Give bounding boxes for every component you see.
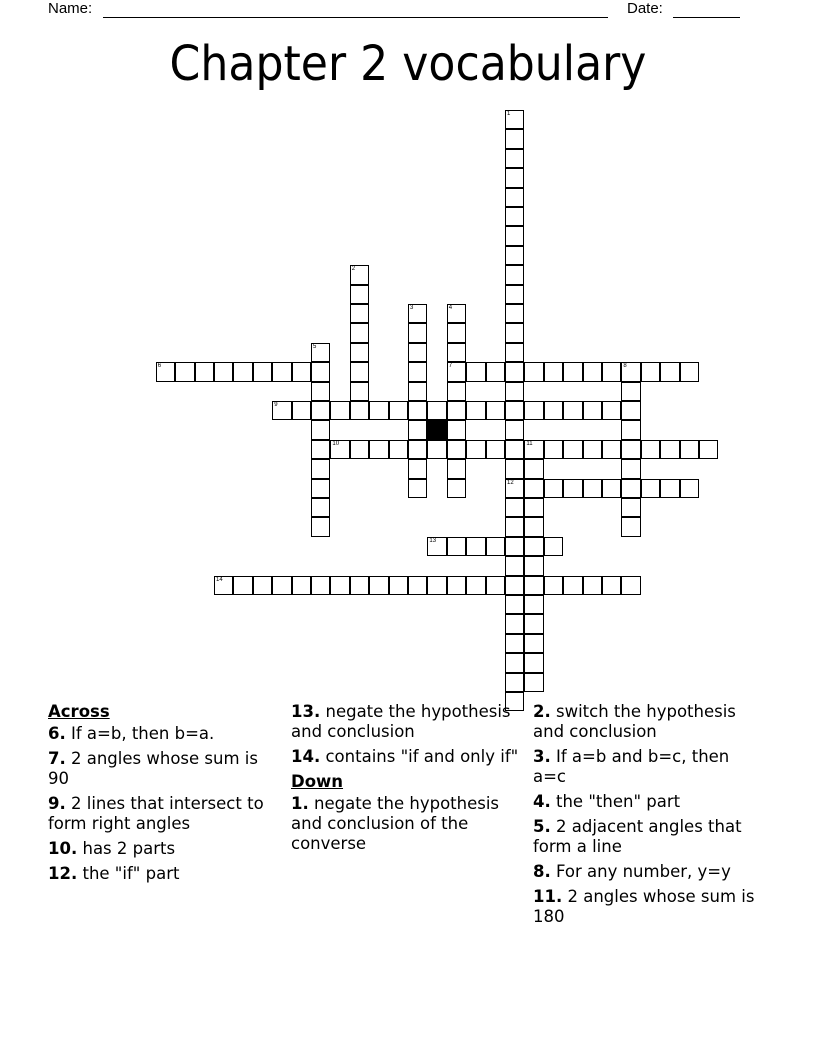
crossword-cell[interactable] — [602, 440, 621, 459]
crossword-cell[interactable] — [563, 576, 582, 595]
crossword-cell[interactable] — [524, 440, 543, 459]
crossword-cell[interactable] — [680, 479, 699, 498]
crossword-cell[interactable] — [466, 401, 485, 420]
crossword-cell[interactable] — [311, 362, 330, 381]
crossword-cell[interactable] — [427, 576, 446, 595]
crossword-cell[interactable] — [311, 401, 330, 420]
cell-number: 8 — [623, 363, 627, 370]
crossword-cell[interactable] — [311, 479, 330, 498]
crossword-cell[interactable] — [408, 304, 427, 323]
crossword-block — [427, 420, 446, 439]
crossword-cell[interactable] — [505, 634, 524, 653]
crossword-cell[interactable] — [292, 576, 311, 595]
clue-text: For any number, y=y — [556, 862, 731, 881]
clue-down-4 — [533, 792, 763, 812]
cell-number: 5 — [313, 343, 317, 350]
crossword-cell[interactable] — [466, 576, 485, 595]
crossword-cell[interactable] — [505, 265, 524, 284]
crossword-cell[interactable] — [350, 285, 369, 304]
crossword-cell[interactable] — [447, 401, 466, 420]
crossword-cell[interactable] — [505, 498, 524, 517]
crossword-cell[interactable] — [292, 401, 311, 420]
clue-text: 2 angles whose sum is 180 — [533, 887, 755, 926]
clue-across-14 — [291, 747, 521, 767]
cell-number: 6 — [157, 363, 162, 370]
crossword-cell[interactable] — [524, 517, 543, 536]
clue-text: 2 angles whose sum is 90 — [48, 749, 258, 788]
crossword-cell[interactable] — [389, 440, 408, 459]
clue-number: 10. — [48, 839, 78, 858]
crossword-cell[interactable] — [524, 362, 543, 381]
crossword-cell[interactable] — [505, 556, 524, 575]
crossword-cell[interactable] — [466, 537, 485, 556]
crossword-cell[interactable] — [505, 517, 524, 536]
down-heading: Down — [291, 772, 344, 791]
crossword-cell[interactable] — [680, 440, 699, 459]
crossword-cell[interactable] — [621, 382, 640, 401]
crossword-cell[interactable] — [350, 576, 369, 595]
crossword-cell[interactable] — [447, 537, 466, 556]
crossword-cell[interactable] — [524, 673, 543, 692]
crossword-cell[interactable] — [621, 517, 640, 536]
crossword-cell[interactable] — [524, 595, 543, 614]
crossword-cell[interactable] — [272, 401, 291, 420]
crossword-cell[interactable] — [486, 576, 505, 595]
cell-number: 3 — [410, 305, 414, 311]
crossword-cell[interactable] — [427, 537, 446, 556]
crossword-cell[interactable] — [524, 634, 543, 653]
crossword-cell[interactable] — [505, 129, 524, 148]
crossword-cell[interactable] — [621, 459, 640, 478]
crossword-cell[interactable] — [447, 420, 466, 439]
clue-down-8 — [533, 862, 763, 882]
crossword-cell[interactable] — [350, 440, 369, 459]
clue-text: negate the hypothesis and conclusion — [291, 702, 511, 741]
clue-number: 11. — [533, 887, 563, 906]
cell-number: 2 — [351, 266, 356, 273]
cell-number: 7 — [448, 363, 453, 370]
crossword-cell[interactable] — [369, 576, 388, 595]
crossword-cell[interactable] — [350, 382, 369, 401]
crossword-cell[interactable] — [466, 362, 485, 381]
clue-text: If a=b and b=c, then a=c — [533, 747, 730, 786]
crossword-cell[interactable] — [214, 576, 233, 595]
crossword-cell[interactable] — [505, 188, 524, 207]
crossword-cell[interactable] — [369, 440, 388, 459]
crossword-cell[interactable] — [621, 440, 640, 459]
clue-down-2 — [533, 702, 763, 742]
clue-down-11 — [533, 887, 763, 927]
crossword-cell[interactable] — [583, 440, 602, 459]
clue-down-1 — [291, 794, 521, 854]
crossword-cell[interactable] — [311, 498, 330, 517]
crossword-cell[interactable] — [466, 440, 485, 459]
clue-column-1 — [48, 702, 278, 889]
crossword-cell[interactable] — [505, 401, 524, 420]
clue-across-9 — [48, 794, 278, 834]
crossword-cell[interactable] — [505, 226, 524, 245]
clue-text: the "if" part — [82, 864, 180, 883]
clue-text: 2 adjacent angles that form a line — [533, 817, 742, 856]
crossword-cell[interactable] — [486, 440, 505, 459]
crossword-cell[interactable] — [660, 362, 679, 381]
crossword-cell[interactable] — [408, 323, 427, 342]
crossword-cell[interactable] — [350, 401, 369, 420]
crossword-cell[interactable] — [544, 576, 563, 595]
cell-number: 9 — [274, 402, 278, 408]
crossword-cell[interactable] — [447, 576, 466, 595]
crossword-cell[interactable] — [427, 401, 446, 420]
crossword-cell[interactable] — [660, 479, 679, 498]
crossword-cell[interactable] — [427, 440, 446, 459]
crossword-cell[interactable] — [272, 576, 291, 595]
crossword-cell[interactable] — [369, 401, 388, 420]
crossword-cell[interactable] — [408, 401, 427, 420]
crossword-cell[interactable] — [253, 362, 272, 381]
crossword-cell[interactable] — [563, 401, 582, 420]
crossword-cell[interactable] — [447, 440, 466, 459]
cell-number: 10 — [332, 440, 340, 447]
crossword-cell[interactable] — [253, 576, 272, 595]
crossword-cell[interactable] — [486, 401, 505, 420]
crossword-cell[interactable] — [350, 265, 369, 284]
crossword-cell[interactable] — [447, 304, 466, 323]
crossword-cell[interactable] — [524, 401, 543, 420]
crossword-cell[interactable] — [350, 343, 369, 362]
crossword-cell[interactable] — [330, 440, 349, 459]
clue-number: 3. — [533, 747, 551, 766]
crossword-cell[interactable] — [408, 576, 427, 595]
clue-column-2 — [291, 702, 521, 859]
clue-text: contains "if and only if" — [325, 747, 519, 766]
crossword-cell[interactable] — [505, 304, 524, 323]
crossword-cell[interactable] — [583, 479, 602, 498]
crossword-cell[interactable] — [505, 110, 524, 129]
clue-across-12 — [48, 864, 278, 884]
clue-text: If a=b, then b=a. — [71, 724, 215, 743]
crossword-cell[interactable] — [699, 440, 718, 459]
crossword-cell[interactable] — [408, 479, 427, 498]
page-title: Chapter 2 vocabulary — [169, 36, 647, 92]
clue-number: 6. — [48, 724, 66, 743]
crossword-cell[interactable] — [505, 614, 524, 633]
crossword-cell[interactable] — [447, 323, 466, 342]
crossword-cell[interactable] — [311, 382, 330, 401]
crossword-cell[interactable] — [311, 576, 330, 595]
crossword-cell[interactable] — [505, 459, 524, 478]
clue-text: the "then" part — [556, 792, 681, 811]
crossword-cell[interactable] — [408, 362, 427, 381]
cell-number: 12 — [507, 479, 514, 486]
crossword-cell[interactable] — [505, 382, 524, 401]
crossword-cell[interactable] — [505, 285, 524, 304]
crossword-cell[interactable] — [292, 362, 311, 381]
crossword-cell[interactable] — [621, 420, 640, 439]
crossword-cell[interactable] — [505, 246, 524, 265]
crossword-cell[interactable] — [544, 362, 563, 381]
crossword-cell[interactable] — [505, 653, 524, 672]
crossword-cell[interactable] — [505, 673, 524, 692]
crossword-cell[interactable] — [602, 479, 621, 498]
crossword-cell[interactable] — [447, 459, 466, 478]
crossword-cell[interactable] — [447, 479, 466, 498]
crossword-cell[interactable] — [311, 459, 330, 478]
crossword-cell[interactable] — [505, 595, 524, 614]
crossword-cell[interactable] — [641, 479, 660, 498]
crossword-cell[interactable] — [505, 149, 524, 168]
clue-column-3 — [533, 702, 763, 932]
clue-text: has 2 parts — [82, 839, 176, 858]
clue-number: 8. — [533, 862, 551, 881]
crossword-cell[interactable] — [447, 362, 466, 381]
crossword-cell[interactable] — [524, 576, 543, 595]
clue-text: 2 lines that intersect to form right angles — [48, 794, 264, 833]
crossword-cell[interactable] — [505, 362, 524, 381]
crossword-cell[interactable] — [660, 440, 679, 459]
crossword-cell[interactable] — [350, 323, 369, 342]
clue-across-10 — [48, 839, 278, 859]
crossword-cell[interactable] — [641, 440, 660, 459]
crossword-cell[interactable] — [602, 362, 621, 381]
crossword-cell[interactable] — [486, 537, 505, 556]
crossword-cell[interactable] — [680, 362, 699, 381]
clue-across-7 — [48, 749, 278, 789]
clue-number: 9. — [48, 794, 66, 813]
across-heading: Across — [48, 702, 110, 721]
crossword-cell[interactable] — [408, 440, 427, 459]
crossword-cell[interactable] — [505, 168, 524, 187]
crossword-cell[interactable] — [505, 323, 524, 342]
crossword-cell[interactable] — [505, 479, 524, 498]
crossword-cell[interactable] — [544, 440, 563, 459]
crossword-cell[interactable] — [408, 420, 427, 439]
crossword-cell[interactable] — [602, 401, 621, 420]
crossword-cell[interactable] — [505, 207, 524, 226]
clue-number: 14. — [291, 747, 321, 766]
crossword-cell[interactable] — [621, 401, 640, 420]
crossword-cell[interactable] — [621, 498, 640, 517]
crossword-cell[interactable] — [195, 362, 214, 381]
crossword-cell[interactable] — [156, 362, 175, 381]
clue-text: switch the hypothesis and conclusion — [533, 702, 736, 741]
clue-across-6 — [48, 724, 278, 744]
crossword-cell[interactable] — [408, 343, 427, 362]
crossword-cell[interactable] — [544, 479, 563, 498]
crossword-cell[interactable] — [524, 614, 543, 633]
crossword-cell[interactable] — [389, 401, 408, 420]
crossword-cell[interactable] — [389, 576, 408, 595]
crossword-cell[interactable] — [505, 343, 524, 362]
crossword-cell[interactable] — [311, 517, 330, 536]
clue-down-5 — [533, 817, 763, 857]
clue-number: 5. — [533, 817, 551, 836]
crossword-cell[interactable] — [583, 362, 602, 381]
crossword-cell[interactable] — [505, 420, 524, 439]
clue-number: 2. — [533, 702, 551, 721]
crossword-cell[interactable] — [563, 440, 582, 459]
date-label: Date: — [627, 0, 663, 17]
crossword-cell[interactable] — [563, 362, 582, 381]
clue-number: 4. — [533, 792, 551, 811]
crossword-cell[interactable] — [447, 343, 466, 362]
crossword-cell[interactable] — [524, 556, 543, 575]
clue-number: 7. — [48, 749, 66, 768]
name-label: Name: — [48, 0, 93, 17]
clue-down-3 — [533, 747, 763, 787]
crossword-cell[interactable] — [524, 479, 543, 498]
clue-number: 1. — [291, 794, 309, 813]
crossword-cell[interactable] — [505, 576, 524, 595]
clue-text: negate the hypothesis and conclusion of the converse — [291, 794, 500, 853]
crossword-cell[interactable] — [621, 362, 640, 381]
crossword-cell[interactable] — [505, 537, 524, 556]
crossword-cell[interactable] — [602, 576, 621, 595]
crossword-cell[interactable] — [563, 479, 582, 498]
crossword-cell[interactable] — [311, 440, 330, 459]
crossword-cell[interactable] — [330, 401, 349, 420]
crossword-cell[interactable] — [175, 362, 194, 381]
crossword-cell[interactable] — [544, 401, 563, 420]
crossword-cell[interactable] — [641, 362, 660, 381]
crossword-cell[interactable] — [486, 362, 505, 381]
crossword-cell[interactable] — [583, 401, 602, 420]
crossword-cell[interactable] — [544, 537, 563, 556]
crossword-cell[interactable] — [350, 362, 369, 381]
cell-number: 4 — [448, 305, 453, 311]
crossword-cell[interactable] — [621, 479, 640, 498]
cell-number: 1 — [507, 111, 511, 117]
crossword-cell[interactable] — [350, 304, 369, 323]
crossword-cell[interactable] — [330, 576, 349, 595]
crossword-cell[interactable] — [233, 576, 252, 595]
crossword-cell[interactable] — [311, 343, 330, 362]
cell-number: 14 — [216, 576, 223, 583]
cell-number: 11 — [526, 440, 533, 447]
crossword-cell[interactable] — [505, 440, 524, 459]
crossword-cell[interactable] — [524, 459, 543, 478]
crossword-cell[interactable] — [524, 498, 543, 517]
clue-number: 13. — [291, 702, 321, 721]
crossword-cell[interactable] — [214, 362, 233, 381]
crossword-cell[interactable] — [524, 537, 543, 556]
crossword-cell[interactable] — [408, 382, 427, 401]
crossword-cell[interactable] — [583, 576, 602, 595]
crossword-cell[interactable] — [621, 576, 640, 595]
clue-number: 12. — [48, 864, 78, 883]
crossword-cell[interactable] — [233, 362, 252, 381]
crossword-cell[interactable] — [524, 653, 543, 672]
cell-number: 13 — [429, 537, 437, 544]
crossword-cell[interactable] — [311, 420, 330, 439]
clue-across-13 — [291, 702, 521, 742]
crossword-cell[interactable] — [447, 382, 466, 401]
crossword-cell[interactable] — [408, 459, 427, 478]
crossword-cell[interactable] — [272, 362, 291, 381]
